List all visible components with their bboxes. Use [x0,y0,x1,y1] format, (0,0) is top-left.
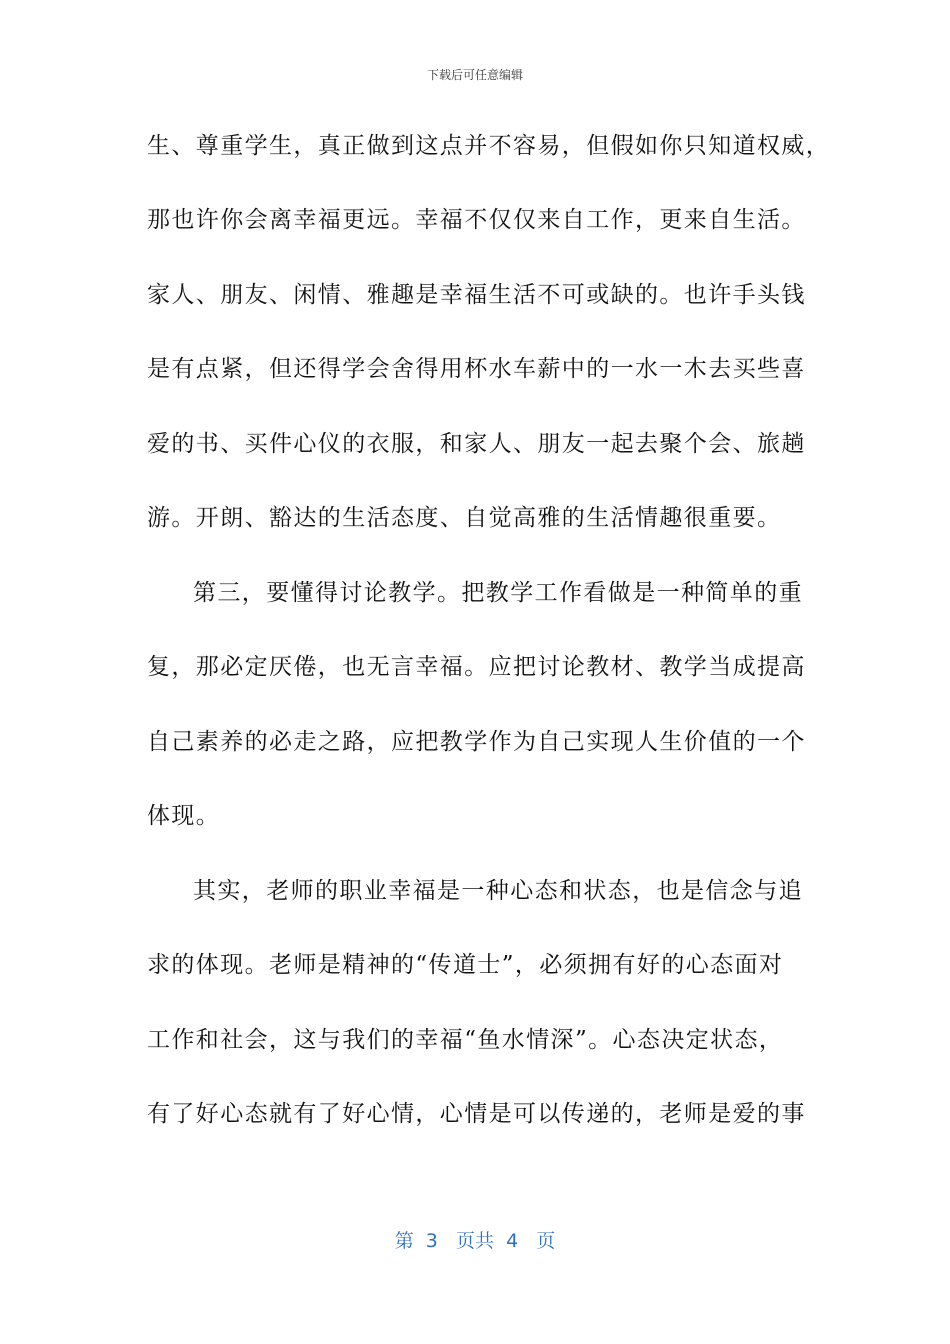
text-line: 是有点紧，但还得学会舍得用杯水车薪中的一水一木去买些喜 [147,356,806,382]
paragraph-first-line: 其实，老师的职业幸福是一种心态和状态，也是信念与追 [193,878,803,904]
text-line: 生、尊重学生，真正做到这点并不容易，但假如你只知道权威， [147,133,831,159]
text-line: 那也许你会离幸福更远。幸福不仅仅来自工作，更来自生活。 [147,207,806,233]
text-line: 有了好心态就有了好心情，心情是可以传递的，老师是爱的事 [147,1101,806,1127]
text-line: 工作和社会，这与我们的幸福“鱼水情深”。心态决定状态， [147,1027,784,1053]
text-line: 体现。 [147,803,221,829]
page-header: 下载后可任意编辑 [426,68,523,82]
text-line: 求的体现。老师是精神的“传道士”，必须拥有好的心态面对 [147,952,784,978]
text-line: 游。开朗、豁达的生活态度、自觉高雅的生活情趣很重要。 [147,505,782,531]
page-footer: 第 3 页共 4 页 [394,1230,556,1252]
text-line: 家人、朋友、闲情、雅趣是幸福生活不可或缺的。也许手头钱 [147,282,806,308]
text-line: 自己素养的必走之路，应把教学作为自己实现人生价值的一个 [147,729,806,755]
paragraph-first-line: 第三，要懂得讨论教学。把教学工作看做是一种简单的重 [193,580,803,606]
text-line: 复，那必定厌倦，也无言幸福。应把讨论教材、教学当成提高 [147,654,806,680]
text-line: 爱的书、买件心仪的衣服，和家人、朋友一起去聚个会、旅趟 [147,431,806,457]
